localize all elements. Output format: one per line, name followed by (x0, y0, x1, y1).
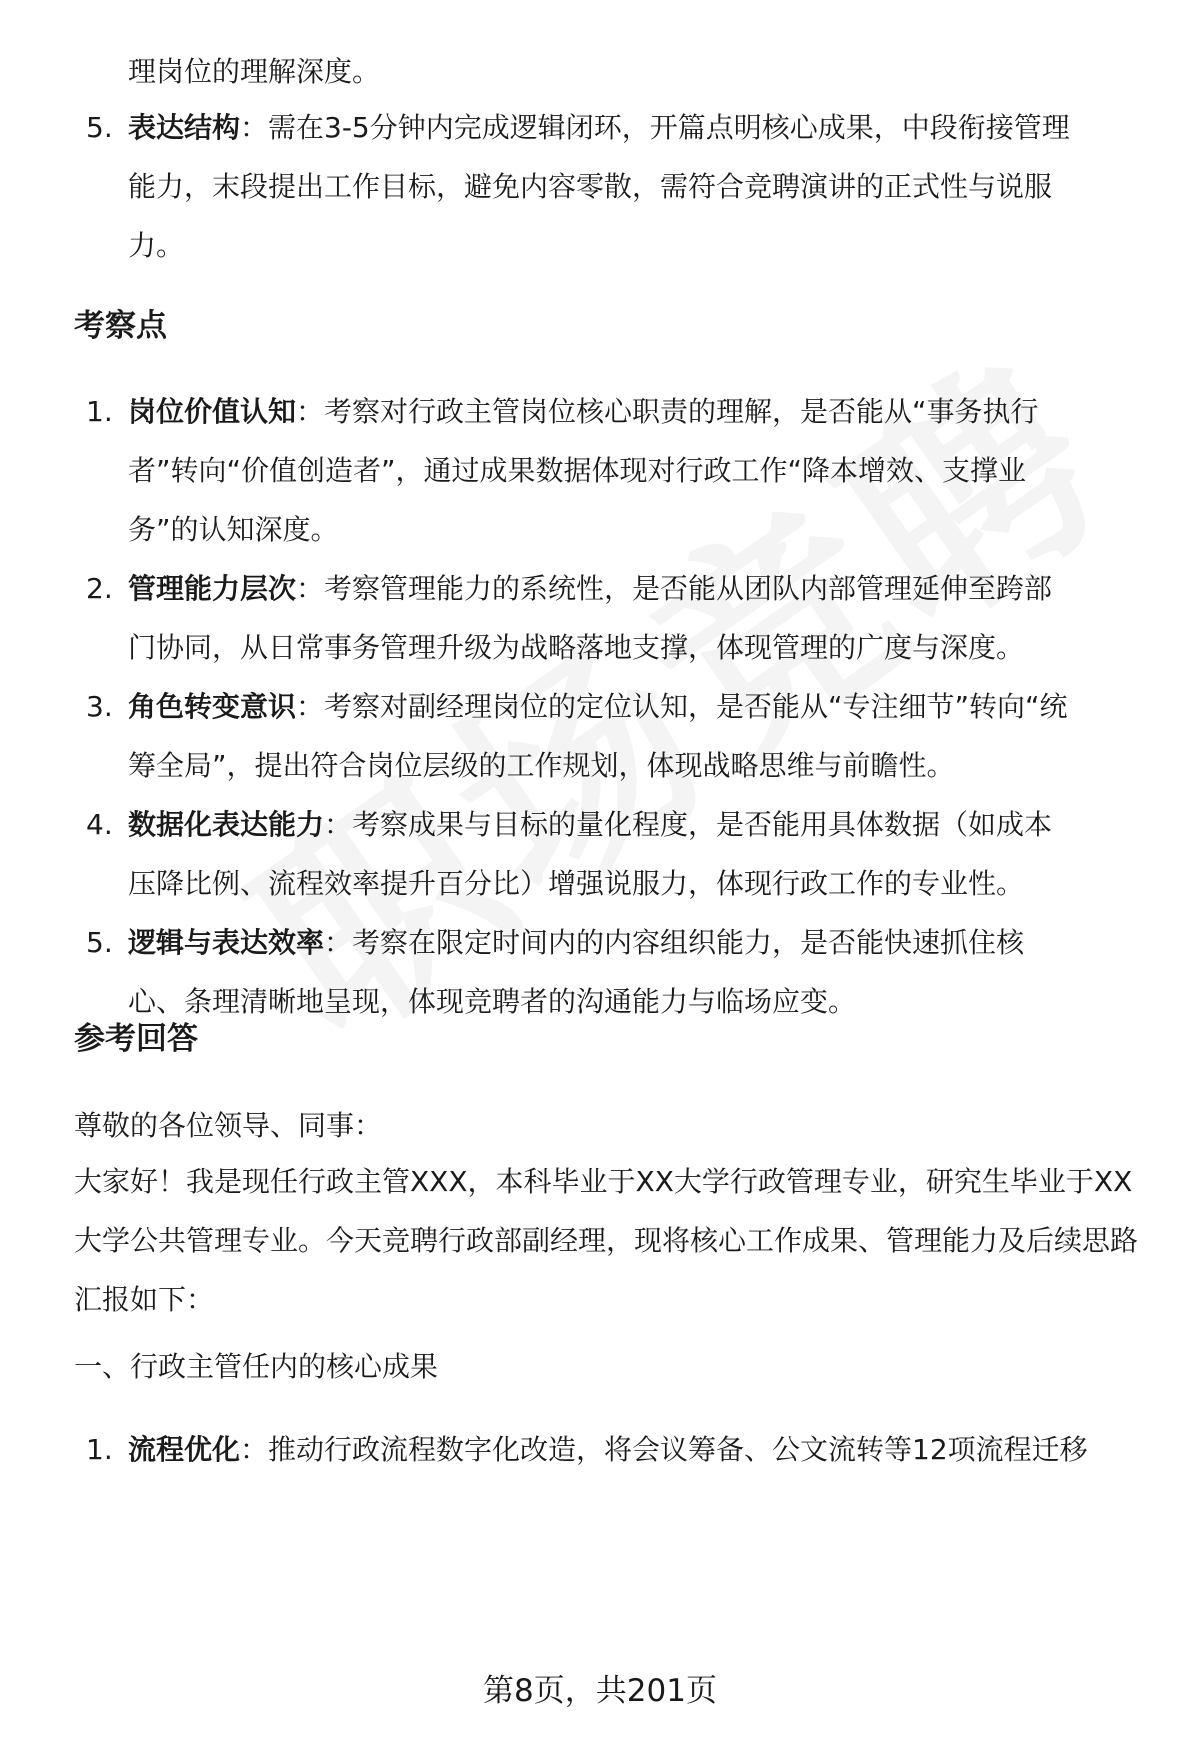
list-text: ：考察管理能力的系统性，是否能从团队内部管理延伸至跨部门协同，从日常事务管理升级为战略落地支撑，体现管理的广度与深度。 (128, 572, 1053, 664)
list-text: ：需在3-5分钟内完成逻辑闭环，开篇点明核心成果，中段衔接管理能力，末段提出工作目标，避免内容零散，需符合竞聘演讲的正式性与说服力。 (128, 111, 1070, 262)
list-number: 1. (86, 395, 113, 428)
list-item (74, 1420, 1154, 1479)
list-term: 逻辑与表达效率 (128, 926, 325, 959)
answer-subheading: 一、行政主管任内的核心成果 (74, 1350, 439, 1383)
list-term: 表达结构 (128, 111, 241, 144)
list-term: 流程优化 (128, 1433, 241, 1466)
answer-list (74, 1420, 1154, 1479)
intro-list (74, 98, 1074, 275)
section-title-points: 考察点 (74, 308, 167, 344)
answer-greeting: 尊敬的各位领导、同事： (74, 1109, 383, 1142)
list-text: ：推动行政流程数字化改造，将会议筹备、公文流转等12项流程迁移 (240, 1433, 1088, 1466)
list-item (74, 913, 1074, 1031)
page-footer: 第8页，共201页 (483, 1673, 717, 1709)
list-text: ：考察在限定时间内的内容组织能力，是否能快速抓住核心、条理清晰地呈现，体现竞聘者的沟通能力与临场应变。 (128, 926, 1025, 1018)
intro-continuation: 理岗位的理解深度。 (128, 55, 381, 88)
list-term: 管理能力层次 (128, 572, 297, 605)
list-number: 3. (86, 690, 113, 723)
section-title-answer: 参考回答 (74, 1021, 198, 1057)
answer-intro: 大家好！我是现任行政主管XXX，本科毕业于XX大学行政管理专业，研究生毕业于XX大学公共管理专业。今天竞聘行政部副经理，现将核心工作成果、管理能力及后续思路汇报如下： (74, 1165, 1139, 1316)
list-number: 2. (86, 572, 113, 605)
list-text: ：考察对副经理岗位的定位认知，是否能从“专注细节”转向“统筹全局”，提出符合岗位层级的工作规划，体现战略思维与前瞻性。 (128, 690, 1068, 782)
list-item (74, 382, 1074, 559)
points-list (74, 382, 1074, 1031)
list-item (74, 677, 1074, 795)
list-number: 5. (86, 926, 113, 959)
list-number: 5. (86, 111, 113, 144)
list-item (74, 559, 1074, 677)
list-item (74, 795, 1074, 913)
list-number: 4. (86, 808, 113, 841)
list-number: 1. (86, 1433, 113, 1466)
list-text: ：考察成果与目标的量化程度，是否能用具体数据（如成本压降比例、流程效率提升百分比）增强说服力，体现行政工作的专业性。 (128, 808, 1053, 900)
list-text: ：考察对行政主管岗位核心职责的理解，是否能从“事务执行者”转向“价值创造者”，通过成果数据体现对行政工作“降本增效、支撑业务”的认知深度。 (128, 395, 1039, 546)
list-term: 岗位价值认知 (128, 395, 297, 428)
list-term: 数据化表达能力 (128, 808, 325, 841)
list-item (74, 98, 1074, 275)
list-term: 角色转变意识 (128, 690, 297, 723)
